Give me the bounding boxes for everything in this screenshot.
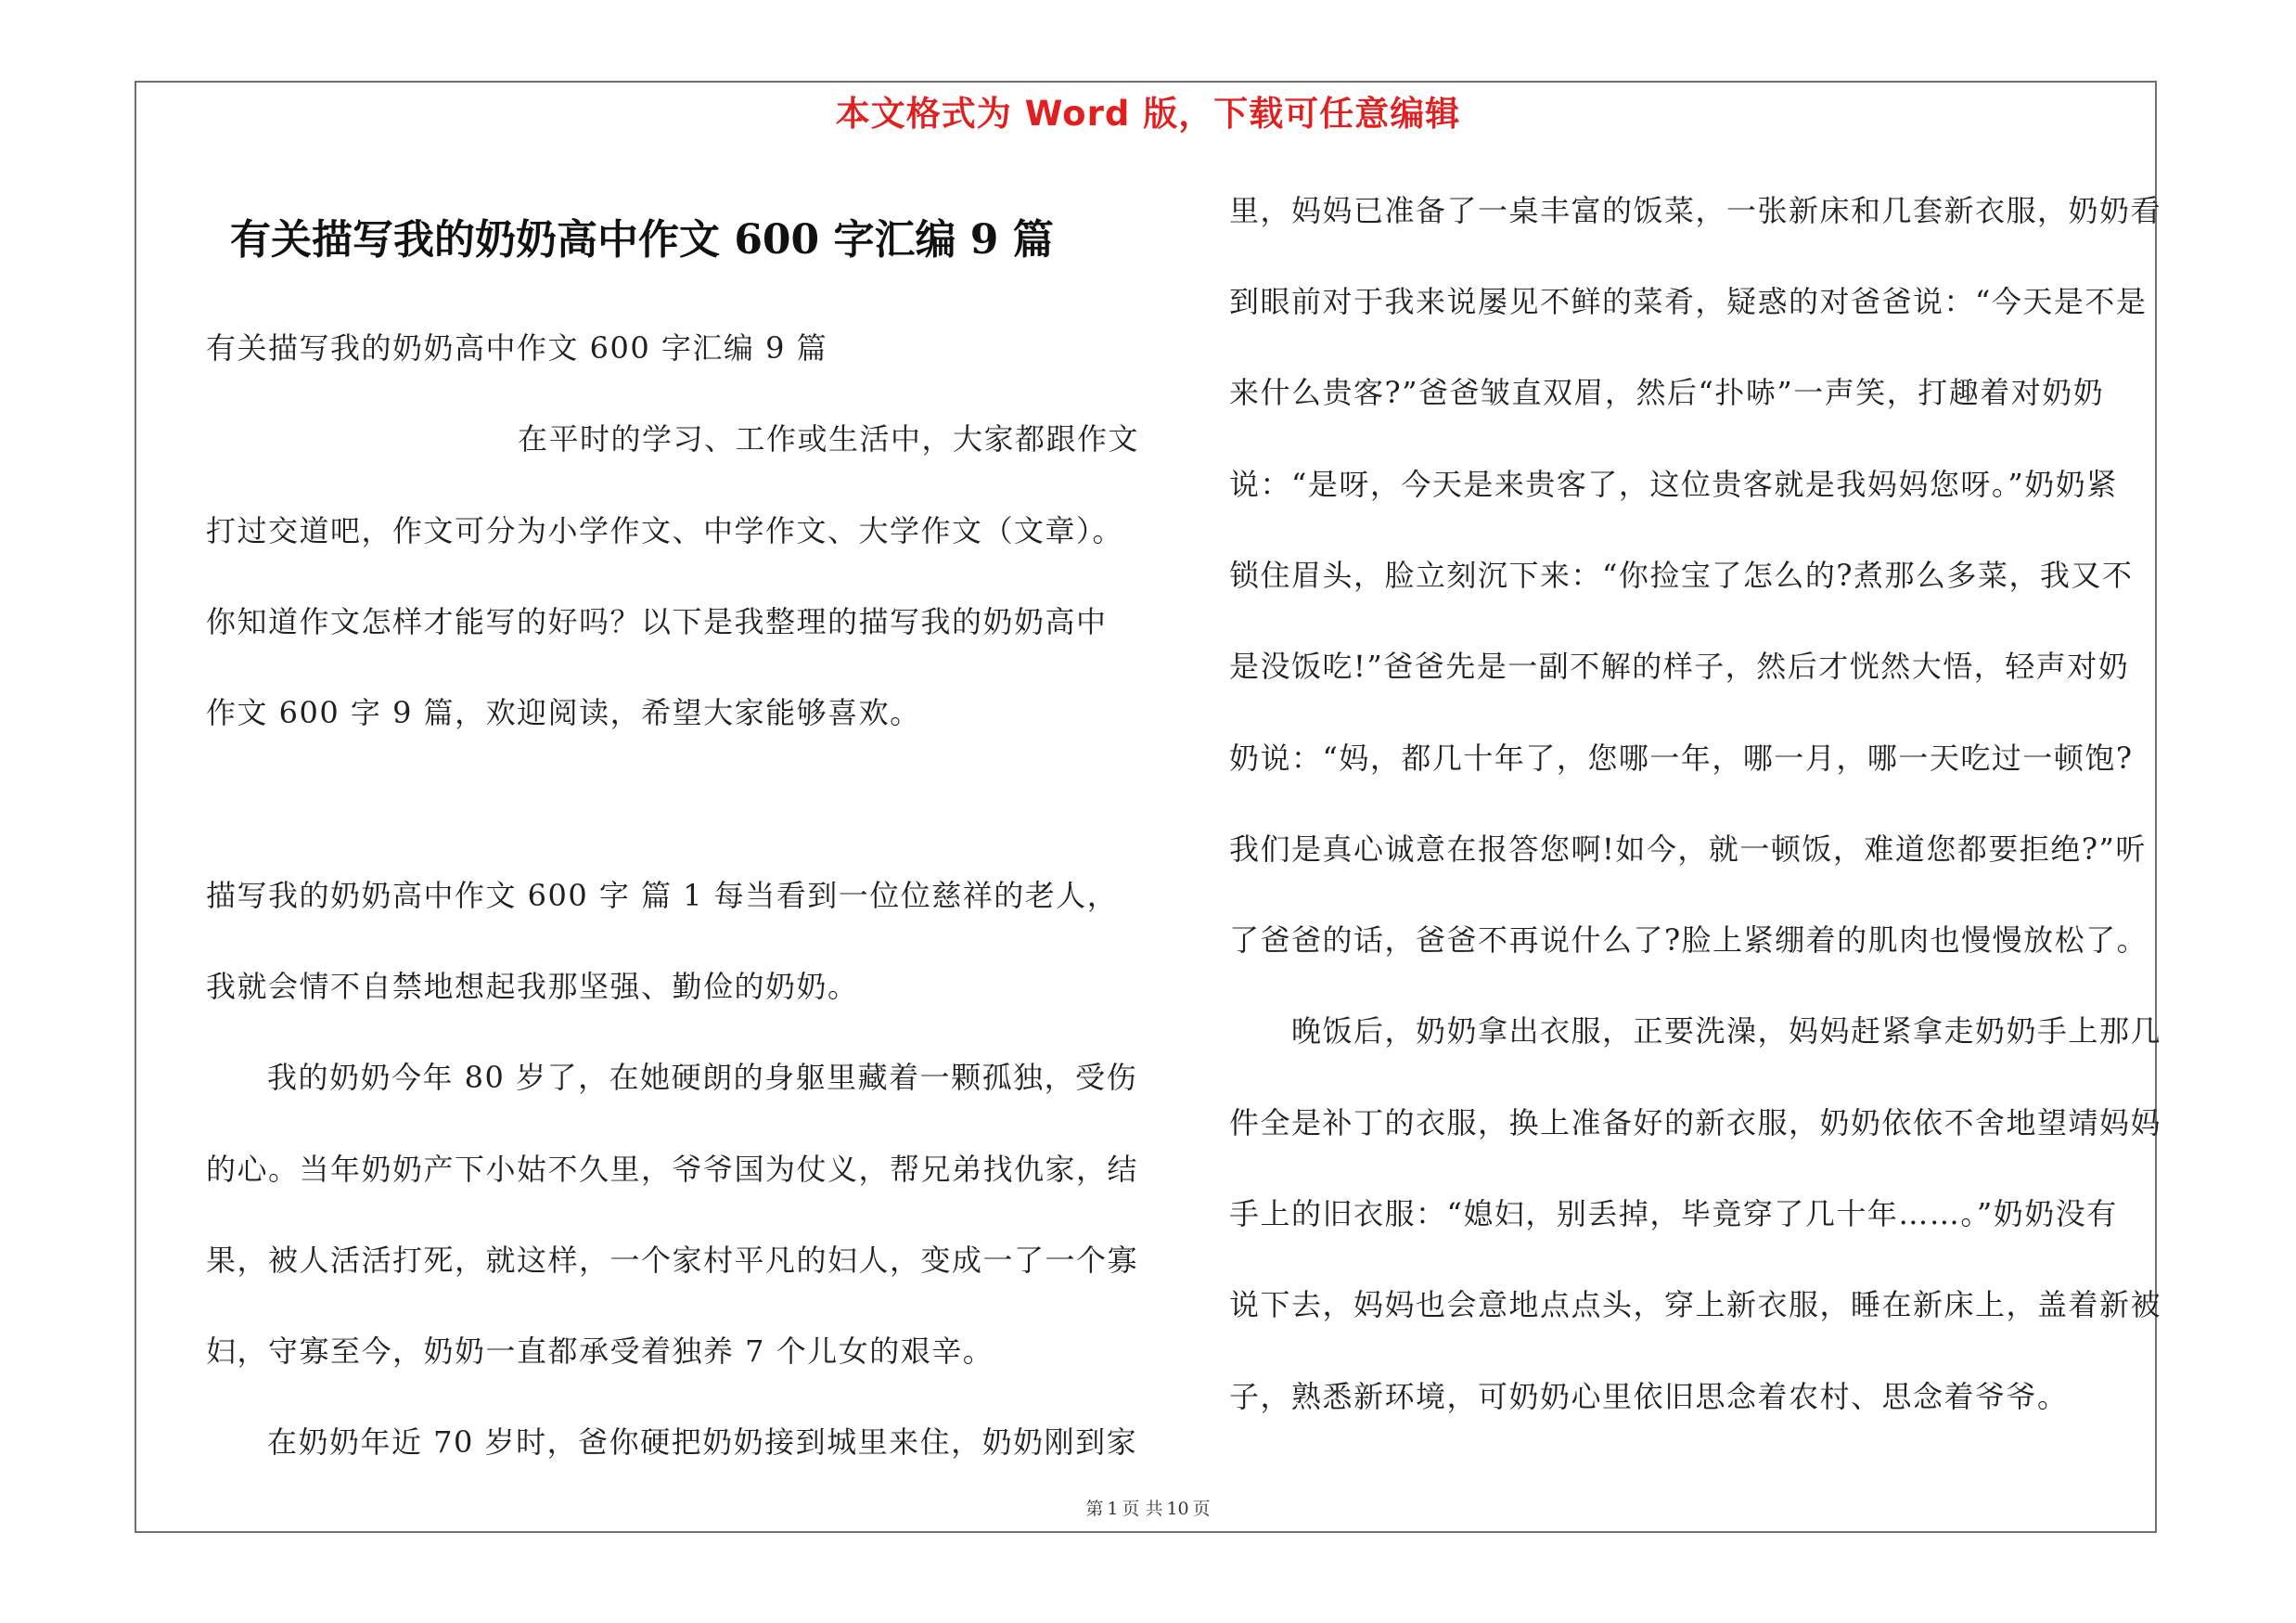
- paragraph-line: 锁住眉头，脸立刻沉下来：“你捡宝了怎么的?煮那么多菜，我又不: [1229, 558, 2134, 593]
- paragraph-line: 我的奶奶今年 80 岁了，在她硬朗的身躯里藏着一颗孤独，受伤: [267, 1060, 1138, 1095]
- paragraph-line: 果，被人活活打死，就这样，一个家村平凡的妇人，变成一了一个寡: [206, 1243, 1139, 1278]
- paragraph-line: 我们是真心诚意在报答您啊!如今，就一顿饭，难道您都要拒绝?”听: [1229, 831, 2147, 867]
- subtitle-line: 有关描写我的奶奶高中作文 600 字汇编 9 篇: [206, 330, 828, 366]
- paragraph-line: 晚饭后，奶奶拿出衣服，正要洗澡，妈妈赶紧拿走奶奶手上那几: [1291, 1013, 2162, 1049]
- paragraph-line: 是没饭吃!”爸爸先是一副不解的样子，然后才恍然大悟，轻声对奶: [1229, 649, 2130, 684]
- paragraph-line: 来什么贵客?”爸爸皱直双眉，然后“扑哧”一声笑，打趣着对奶奶: [1229, 375, 2105, 410]
- paragraph-line: 说下去，妈妈也会意地点点头，穿上新衣服，睡在新床上，盖着新被: [1229, 1287, 2162, 1322]
- paragraph-line: 妇，守寡至今，奶奶一直都承受着独养 7 个儿女的艰辛。: [206, 1333, 994, 1369]
- paragraph-line: 打过交道吧，作文可分为小学作文、中学作文、大学作文（文章）。: [206, 513, 1124, 548]
- paragraph-line: 里，妈妈已准备了一桌丰富的饭菜，一张新床和几套新衣服，奶奶看: [1229, 193, 2162, 228]
- paragraph-line: 在奶奶年近 70 岁时，爸你硬把奶奶接到城里来住，奶奶刚到家: [267, 1424, 1138, 1460]
- footer-suffix: 页: [1192, 1499, 1211, 1519]
- paragraph-line: 了爸爸的话，爸爸不再说什么了?脸上紧绷着的肌肉也慢慢放松了。: [1229, 922, 2148, 958]
- paragraph-line: 奶说：“妈，都几十年了，您哪一年，哪一月，哪一天吃过一顿饱?: [1229, 741, 2134, 776]
- paragraph-line: 手上的旧衣服：“媳妇，别丢掉，毕竟穿了几十年……。”奶奶没有: [1229, 1196, 2118, 1231]
- section-heading-line: 描写我的奶奶高中作文 600 字 篇 1 每当看到一位位慈祥的老人，: [206, 878, 1119, 913]
- paragraph-line: 我就会情不自禁地想起我那坚强、勤俭的奶奶。: [206, 969, 859, 1004]
- paragraph-line: 到眼前对于我来说屡见不鲜的菜肴，疑惑的对爸爸说：“今天是不是: [1229, 284, 2148, 319]
- page-number-footer: [0, 1495, 2296, 1520]
- paragraph-line: 作文 600 字 9 篇，欢迎阅读，希望大家能够喜欢。: [206, 695, 921, 730]
- total-page-count: 10: [1166, 1499, 1189, 1519]
- paragraph-line: 件全是补丁的衣服，换上准备好的新衣服，奶奶依依不舍地望靖妈妈: [1229, 1105, 2162, 1140]
- paragraph-line: 在平时的学习、工作或生活中，大家都跟作文: [518, 421, 1140, 457]
- paragraph-line: 你知道作文怎样才能写的好吗？以下是我整理的描写我的奶奶高中: [206, 604, 1108, 639]
- current-page-number: 1: [1107, 1499, 1119, 1519]
- document-title: 有关描写我的奶奶高中作文 600 字汇编 9 篇: [230, 216, 1054, 264]
- paragraph-line: 子，熟悉新环境，可奶奶心里依旧思念着农村、思念着爷爷。: [1229, 1379, 2069, 1414]
- footer-prefix: 第: [1085, 1499, 1104, 1519]
- footer-middle: 页 共: [1122, 1499, 1163, 1519]
- word-format-banner: 本文格式为 Word 版，下载可任意编辑: [835, 94, 1461, 134]
- paragraph-line: 说：“是呀，今天是来贵客了，这位贵客就是我妈妈您呀。”奶奶紧: [1229, 467, 2118, 502]
- paragraph-line: 的心。当年奶奶产下小姑不久里，爷爷国为仗义，帮兄弟找仇家，结: [206, 1152, 1139, 1187]
